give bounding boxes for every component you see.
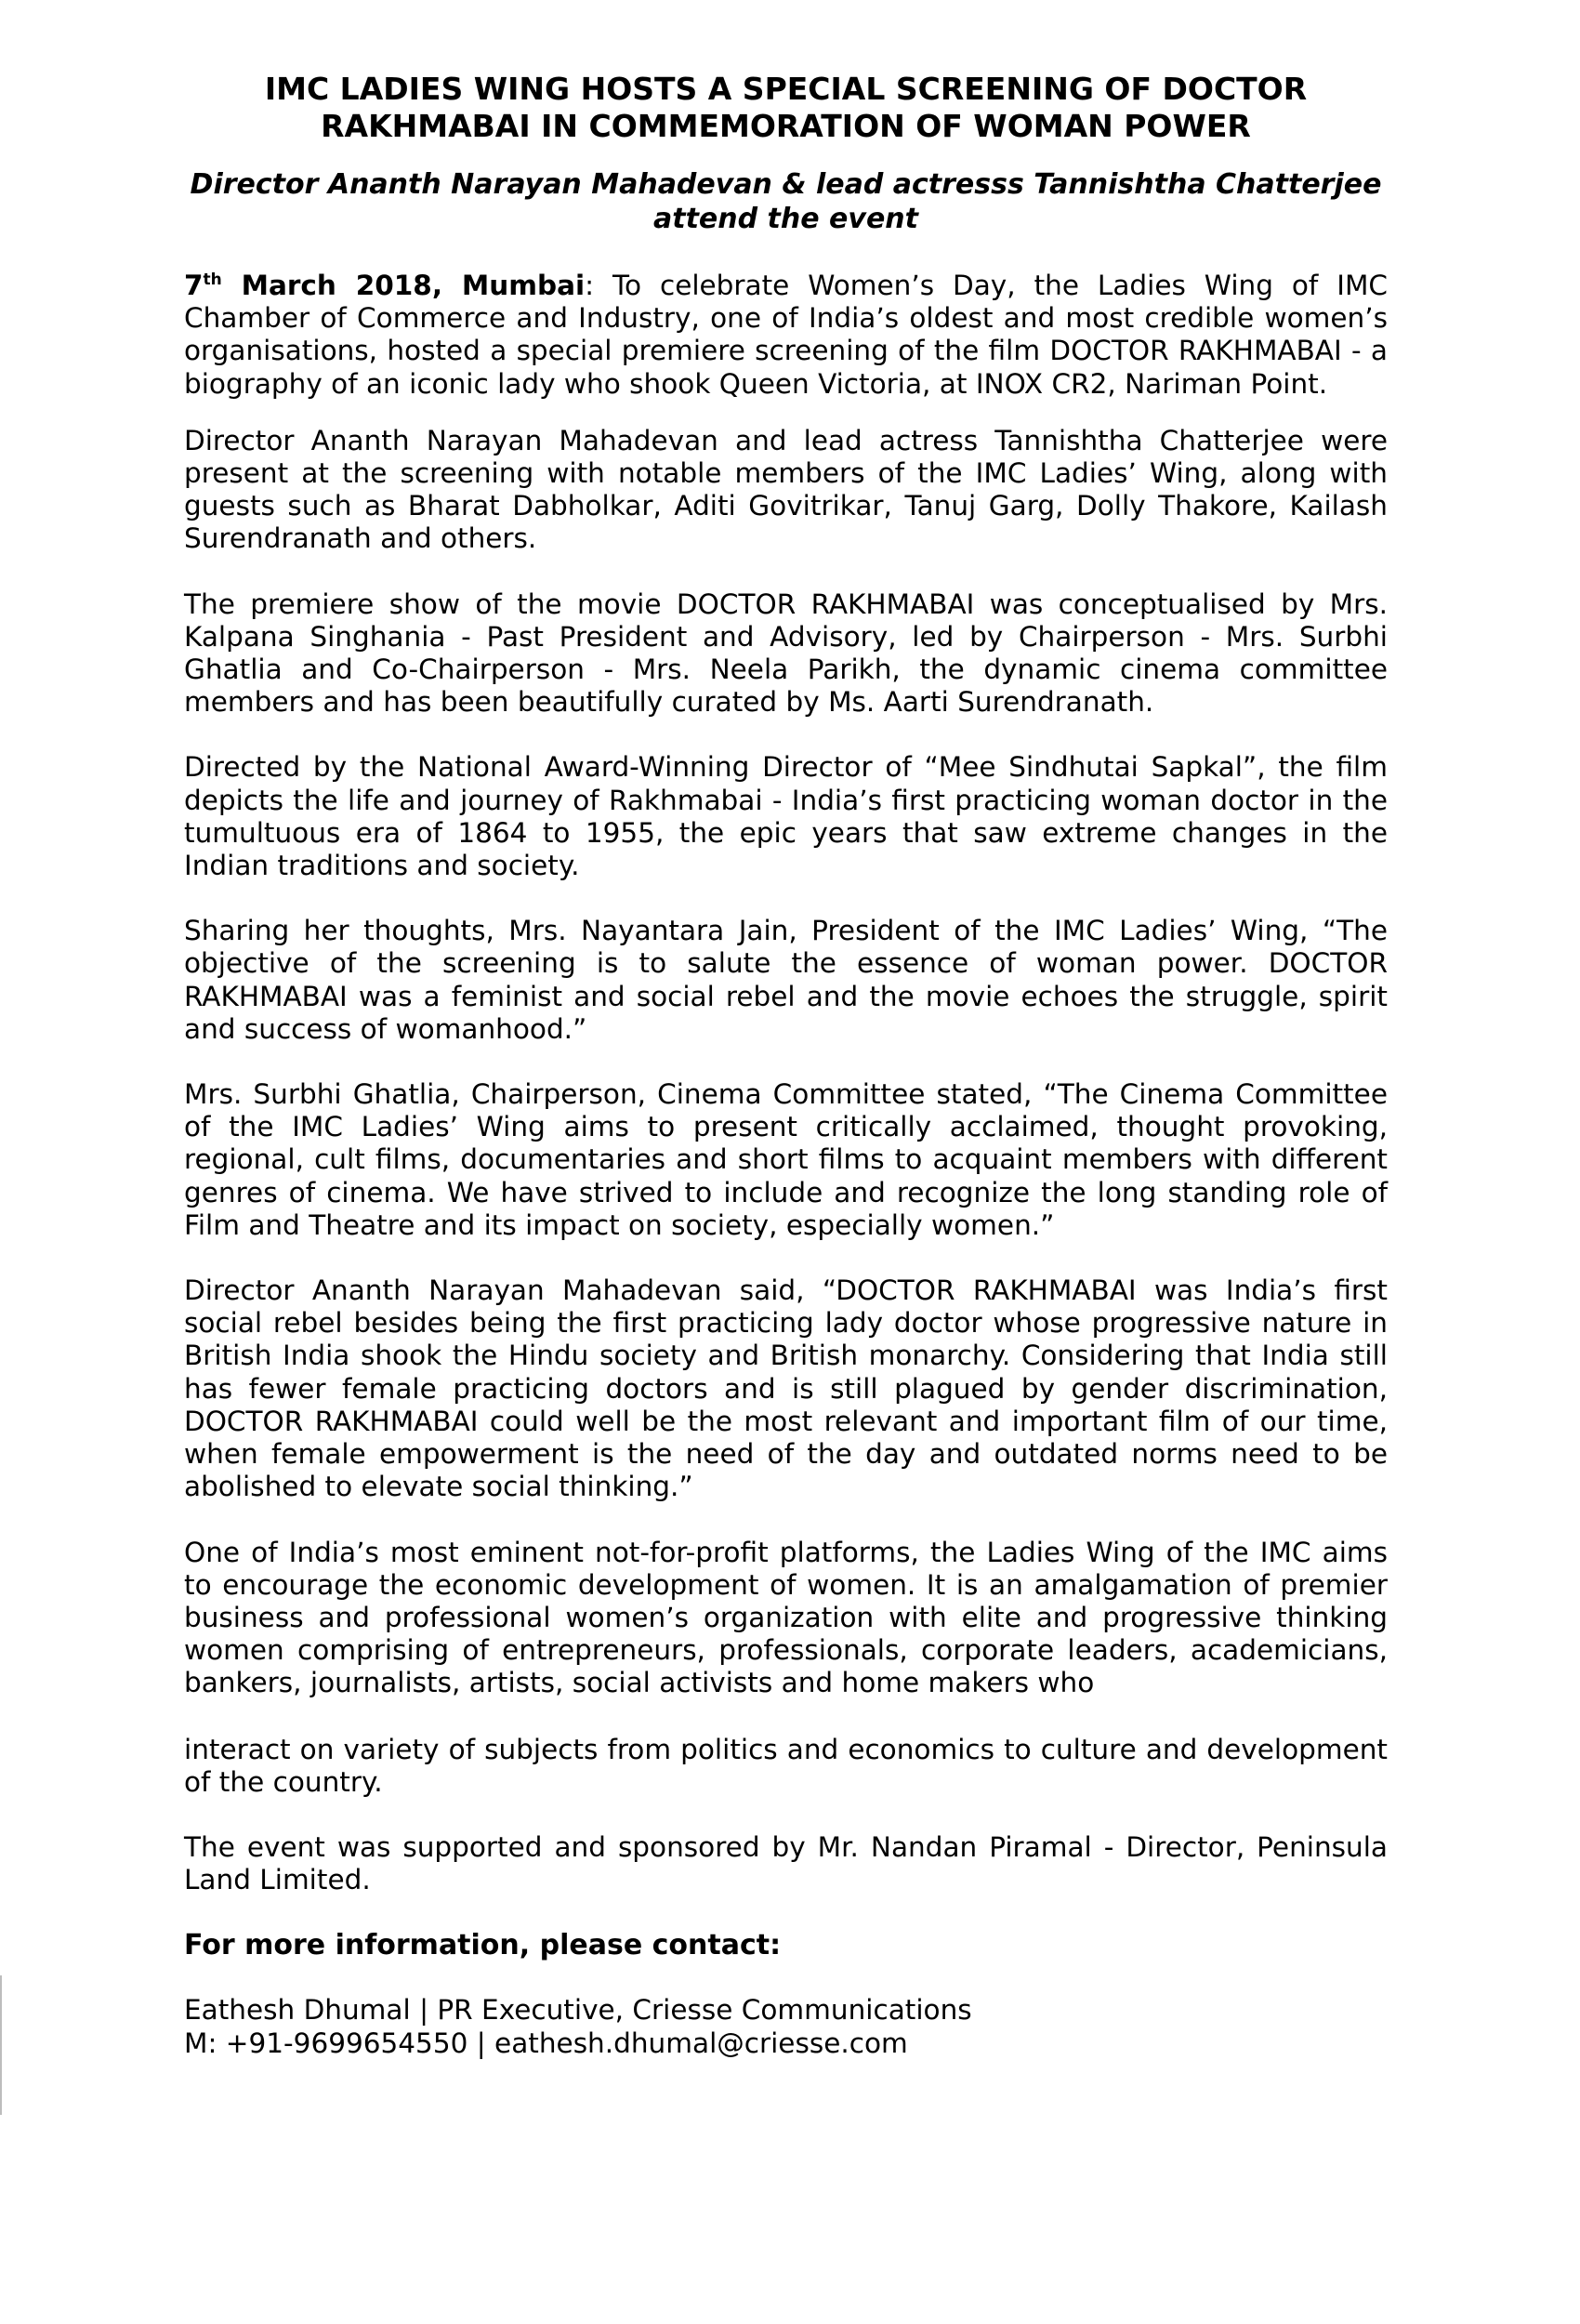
chairperson-quote-paragraph: Mrs. Surbhi Ghatlia, Chairperson, Cinema Committee stated, “The Cinema Committee of the IMC Ladies’ Wing aims to present critically acclaimed, thought provoking, regional, cult films, documentaries and short films to acquaint members with different genres of cinema. We have strived to include and recognize the long standing role of Film and Theatre and its impact on society, especially women.” [184, 1078, 1388, 1241]
sponsor-paragraph: The event was supported and sponsored by Mr. Nandan Piramal - Director, Peninsula Land Limited. [184, 1830, 1388, 1896]
director-quote-paragraph: Director Ananth Narayan Mahadevan said, “DOCTOR RAKHMABAI was India’s first social rebel besides being the first practicing lady doctor whose progressive nature in British India shook the Hindu society and British monarchy. Considering that India still has fewer female practicing doctors and is still plagued by gender discrimination, DOCTOR RAKHMABAI could well be the most relevant and important film of our time, when female empowerment is the need of the day and outdated norms need to be abolished to elevate social thinking.” [184, 1274, 1388, 1503]
contact-heading: For more information, please contact: [184, 1929, 782, 1962]
organisers-paragraph: The premiere show of the movie DOCTOR RAKHMABAI was conceptualised by Mrs. Kalpana Singhania - Past President and Advisory, led by Chairperson - Mrs. Surbhi Ghatlia and Co-Chairperson - Mrs. Neela Parikh, the dynamic cinema committee members and has been beautifully curated by Ms. Aarti Surendranath. [184, 588, 1388, 719]
about-imc-paragraph: One of India’s most eminent not-for-profit platforms, the Ladies Wing of the IMC aims to encourage the economic development of women. It is an amalgamation of premier business and professional women’s organization with elite and progressive thinking women comprising of entrepreneurs, professionals, corporate leaders, academicians, bankers, journalists, artists, social activists and home makers who [184, 1536, 1388, 1699]
dateline-colon: : [585, 270, 595, 301]
press-release-page [184, 71, 1388, 2060]
dateline-day-suffix: th [203, 271, 222, 290]
contact-phone-email-line: M: +91-9699654550 | eathesh.dhumal@criesse.com [184, 2027, 908, 2059]
dateline-rest: March 2018, Mumbai [221, 270, 586, 301]
about-imc-continued-paragraph: interact on variety of subjects from politics and economics to culture and development of the country. [184, 1733, 1388, 1798]
president-quote-paragraph: Sharing her thoughts, Mrs. Nayantara Jain, President of the IMC Ladies’ Wing, “The objective of the screening is to salute the essence of woman power. DOCTOR RAKHMABAI was a feminist and social rebel and the movie echoes the struggle, spirit and success of womanhood.” [184, 915, 1388, 1045]
left-margin-rule [0, 1975, 2, 2115]
dateline-day: 7 [184, 270, 204, 301]
attendees-paragraph: Director Ananth Narayan Mahadevan and lead actress Tannishtha Chatterjee were present at the screening with notable members of the IMC Ladies’ Wing, along with guests such as Bharat Dabholkar, Aditi Govitrikar, Tanuj Garg, Dolly Thakore, Kailash Surendranath and others. [184, 424, 1388, 555]
contact-name-line: Eathesh Dhumal | PR Executive, Criesse Communications [184, 1994, 972, 2027]
intro-text: To celebrate Women’s Day, the Ladies Wing of IMC Chamber of Commerce and Industry, one of India’s oldest and most credible women’s organisations, hosted a special premiere screening of the film DOCTOR RAKHMABAI - a biography of an iconic lady who shook Queen Victoria, at INOX CR2, Nariman Point. [184, 270, 1388, 400]
press-release-subtitle: Director Ananth Narayan Mahadevan & lead actresss Tannishtha Chatterjee attend the event [190, 168, 1382, 235]
film-description-paragraph: Directed by the National Award-Winning Director of “Mee Sindhutai Sapkal”, the film depicts the life and journey of Rakhmabai - India’s first practicing woman doctor in the tumultuous era of 1864 to 1955, the epic years that saw extreme changes in the Indian traditions and society. [184, 751, 1388, 882]
press-release-title: IMC LADIES WING HOSTS A SPECIAL SCREENING OF DOCTOR RAKHMABAI IN COMMEMORATION OF WOMAN POWER [264, 71, 1308, 144]
dateline [184, 270, 585, 301]
intro-paragraph [184, 270, 1388, 401]
